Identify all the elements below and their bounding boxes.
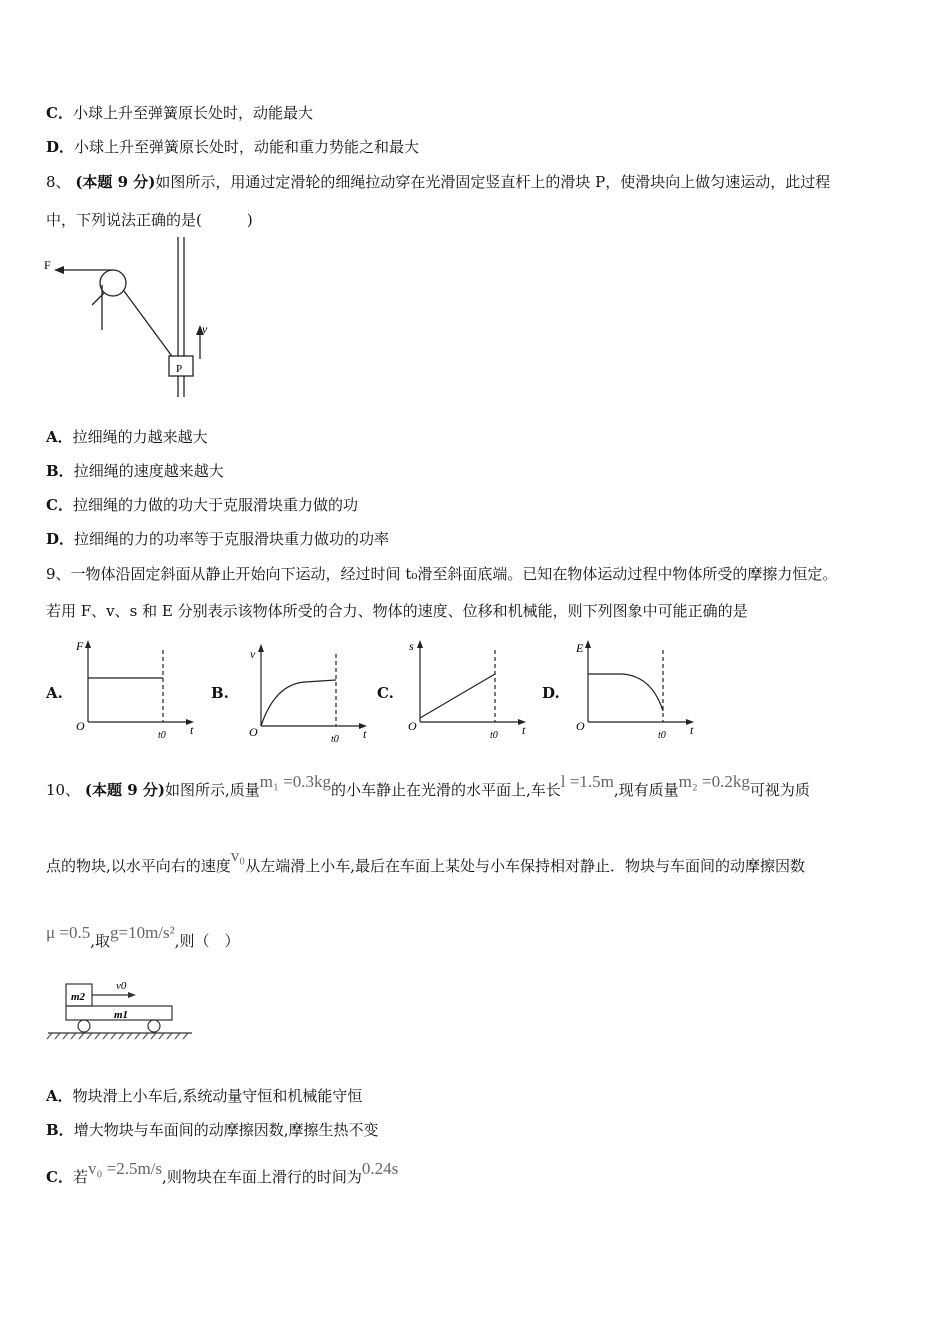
q9-graph-b-letter: B. (211, 684, 229, 702)
svg-text:v: v (250, 647, 256, 661)
q9-graph-a (72, 636, 202, 744)
svg-text:O: O (408, 719, 417, 733)
q10-v0: v₀ (230, 846, 246, 865)
q10-l: l =1.5m (560, 772, 614, 791)
q10-tag: (本题 9 分) (84, 781, 165, 799)
q10-option-c-v0: v₀ =2.5m/s (87, 1159, 163, 1178)
q9-stem-line1: 9、一物体沿固定斜面从静止开始向下运动，经过时间 t₀滑至斜面底端。已知在物体运动过程中物体所受的摩擦力恒定。 (46, 565, 838, 583)
q9-number: 9、 (46, 565, 71, 583)
q8-option-d: D．拉细绳的力的功率等于克服滑块重力做功的功率 (46, 530, 390, 548)
q8-stem-line1: 8、 (本题 9 分)如图所示，用通过定滑轮的细绳拉动穿在光滑固定竖直杆上的滑块 P，使滑块向上做匀速运动，此过程 (46, 173, 831, 191)
cart-velocity-label: v0 (116, 980, 127, 992)
q10-number: 10、 (46, 781, 81, 799)
svg-text:s: s (409, 639, 414, 653)
block-label: P (176, 363, 183, 375)
velocity-label: v (202, 322, 208, 336)
q8-option-b: B．拉细绳的速度越来越大 (46, 462, 224, 480)
q9-stem-line2: 若用 F、v、s 和 E 分别表示该物体所受的合力、物体的速度、位移和机械能，则下列图象中可能正确的是 (46, 602, 748, 620)
q9-graph-b (245, 640, 375, 748)
q8-pulley-figure (40, 235, 240, 403)
q8-stem-line2: 中，下列说法正确的是( ) (46, 211, 253, 229)
q10-mu: μ =0.5 (46, 923, 91, 942)
q7-option-d: D．小球上升至弹簧原长处时，动能和重力势能之和最大 (46, 138, 420, 156)
q9-graph-a-letter: A. (46, 684, 63, 702)
q10-m1: m₁ =0.3kg (259, 772, 331, 791)
q8-option-a: A．拉细绳的力越来越大 (46, 428, 208, 446)
q10-option-c: C．若v₀ =2.5m/s,则物块在车面上滑行的时间为0.24s (46, 1159, 399, 1186)
q8-tag: (本题 9 分) (75, 173, 156, 191)
svg-text:O: O (249, 725, 258, 739)
q9-graph-d (572, 636, 702, 744)
force-label: F (44, 258, 51, 272)
q8-number: 8、 (46, 173, 71, 191)
svg-text:t: t (522, 723, 526, 737)
svg-text:t0: t0 (490, 730, 498, 741)
q10-option-a: A．物块滑上小车后,系统动量守恒和机械能守恒 (46, 1087, 363, 1105)
q8-option-c: C．拉细绳的力做的功大于克服滑块重力做的功 (46, 496, 358, 514)
svg-text:O: O (76, 719, 85, 733)
q9-graph-d-letter: D. (542, 684, 560, 702)
svg-text:t0: t0 (658, 730, 666, 741)
q9-graph-c (404, 636, 534, 744)
svg-text:t: t (190, 723, 194, 737)
q7-option-c: C．小球上升至弹簧原长处时，动能最大 (46, 104, 313, 122)
svg-text:E: E (576, 641, 584, 655)
force-arrowhead (54, 266, 64, 274)
q10-stem-line2: 点的物块,以水平向右的速度v₀从左端滑上小车,最后在车面上某处与小车保持相对静止．物块与车面间的动摩擦因数 (46, 846, 805, 875)
svg-text:t0: t0 (331, 734, 339, 745)
q10-cart-figure (44, 976, 196, 1040)
svg-text:t: t (363, 727, 367, 741)
q10-m2: m₂ =0.2kg (678, 772, 750, 791)
cart-block-label: m2 (71, 991, 86, 1003)
q10-option-c-time: 0.24s (361, 1159, 399, 1178)
q10-option-b: B．增大物块与车面间的动摩擦因数,摩擦生热不变 (46, 1121, 379, 1139)
svg-text:t0: t0 (158, 730, 166, 741)
q9-graph-c-letter: C. (377, 684, 394, 702)
cart-label: m1 (114, 1009, 129, 1021)
q10-g: g=10m/s² (109, 923, 175, 942)
svg-text:O: O (576, 719, 585, 733)
svg-text:t: t (690, 723, 694, 737)
svg-text:F: F (76, 639, 84, 653)
q10-stem-line3: μ =0.5,取g=10m/s²,则（ ） (46, 923, 240, 950)
q10-stem-line1: 10、 (本题 9 分)如图所示,质量m₁ =0.3kg的小车静止在光滑的水平面上,车长l =1.5m,现有质量m₂ =0.2kg可视为质 (46, 772, 810, 799)
